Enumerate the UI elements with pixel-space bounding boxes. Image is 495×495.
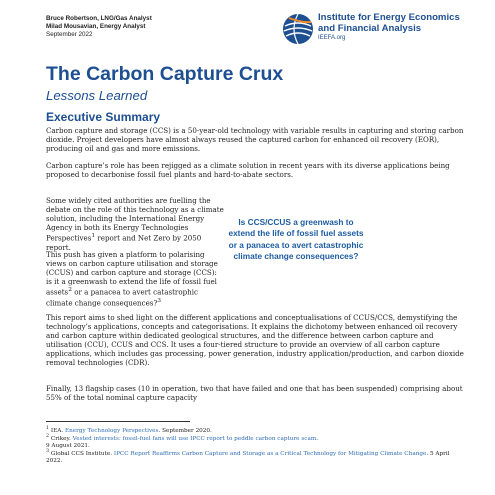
footnote-3-link[interactable]: IPCC Report Reaffirms Carbon Capture and Storage as a Critical Technology for Mitigating Climate Change (113, 450, 427, 457)
report-title: The Carbon Capture Crux (46, 63, 284, 85)
paragraph-2: Carbon capture’s role has been rejigged as a climate solution in recent years with its diverse applications being proposed to decarbonise fossil fuel plants and hard-to-abate sectors. (46, 161, 450, 180)
report-subtitle: Lessons Learned (46, 88, 148, 103)
footnote-2-link[interactable]: Vested interests: fossil-fuel fans will use IPCC report to peddle carbon capture scam (72, 435, 317, 442)
footnote-ref-1[interactable]: 1 (91, 233, 96, 240)
paragraph-4 (46, 250, 224, 307)
organization-name-line-1: Institute for Energy Economics (318, 12, 460, 23)
footnote-divider (46, 421, 190, 422)
footnote-3-number: 3 (46, 449, 50, 454)
organization-name (318, 13, 495, 34)
paragraph-4-text: This push has given a platform to polarising views on carbon capture utilisation and storage (CCUS) and carbon capture and storage (CCS): is it a greenwash to extend the life of fossil fuel assets (46, 250, 218, 297)
publication-date: September 2022 (46, 31, 93, 39)
organization-name-line-2: and Financial Analysis (318, 22, 422, 34)
footnote-1-date: . September 2020. (158, 427, 212, 434)
logo-text (318, 13, 495, 41)
footnote-3-date: . 5 April 2022. (46, 450, 450, 465)
paragraph-1: Carbon capture and storage (CCS) is a 50-year-old technology with variable results in capturing and storing carbon dioxide. Project developers have almost always reused the captured carbon for enhanced oil recovery (EOR), producing oil and gas and more emissions. (46, 126, 464, 154)
organization-url[interactable]: IEEFA.org (318, 35, 346, 42)
paragraph-3-text: Some widely cited authorities are fuelling the debate on the role of this technology as a climate solution, including the International Energy Agency in both its Energy Technologies Perspectives (46, 196, 224, 243)
footnote-2-punct: . (316, 435, 319, 442)
footnote-1-source: IEA. (49, 427, 65, 434)
author-1: Bruce Robertson, LNG/Gas Analyst (46, 15, 152, 22)
section-heading: Executive Summary (46, 110, 161, 124)
footnote-1-number: 1 (46, 426, 50, 431)
footnote-3-source: Global CCS Institute. (49, 450, 114, 457)
author-block (46, 15, 152, 40)
footnote-2-source: Crikey. (49, 435, 73, 442)
globe-logo-icon (282, 13, 314, 45)
footnote-ref-2[interactable]: 2 (68, 287, 72, 294)
paragraph-6: Finally, 13 flagship cases (10 in operation, two that have failed and one that has been suspended) comprising about 55% of the total nominal capture capacity (46, 384, 463, 403)
pull-quote: Is CCS/CCUS a greenwash to extend the life of fossil fuel assets or a panacea to avert catastrophic climate change consequences? (228, 217, 364, 262)
footnote-ref-3[interactable]: 3 (157, 297, 162, 304)
footnote-3 (46, 448, 462, 465)
paragraph-3-text-end: report and Net Zero by 2050 report. (46, 233, 202, 252)
footnote-2-date: 9 August 2021. (46, 443, 90, 450)
footnote-2-number: 2 (46, 434, 50, 439)
footnote-1-link[interactable]: Energy Technology Perspectives (64, 427, 159, 434)
author-2: Milad Mousavian, Energy Analyst (46, 23, 146, 31)
paragraph-3 (46, 196, 224, 252)
paragraph-5: This report aims to shed light on the different applications and conceptualisations of CCUS/CCS, demystifying the technology’s applications, concepts and categorisations. It explains the dichotomy between enhanced oil recovery and carbon capture within dedicated geological structures, and the difference between carbon capture and utilisation (CCU), CCUS and CCS. It uses a four-tiered structure to provide an overview of all carbon capture applications, which includes gas processing, power generation, industry application/production, and carbon dioxide removal technologies (CDR). (46, 313, 464, 368)
paragraph-4-text-end: or a panacea to avert catastrophic climate change consequences? (46, 287, 198, 308)
ieefa-logo[interactable] (282, 13, 495, 45)
